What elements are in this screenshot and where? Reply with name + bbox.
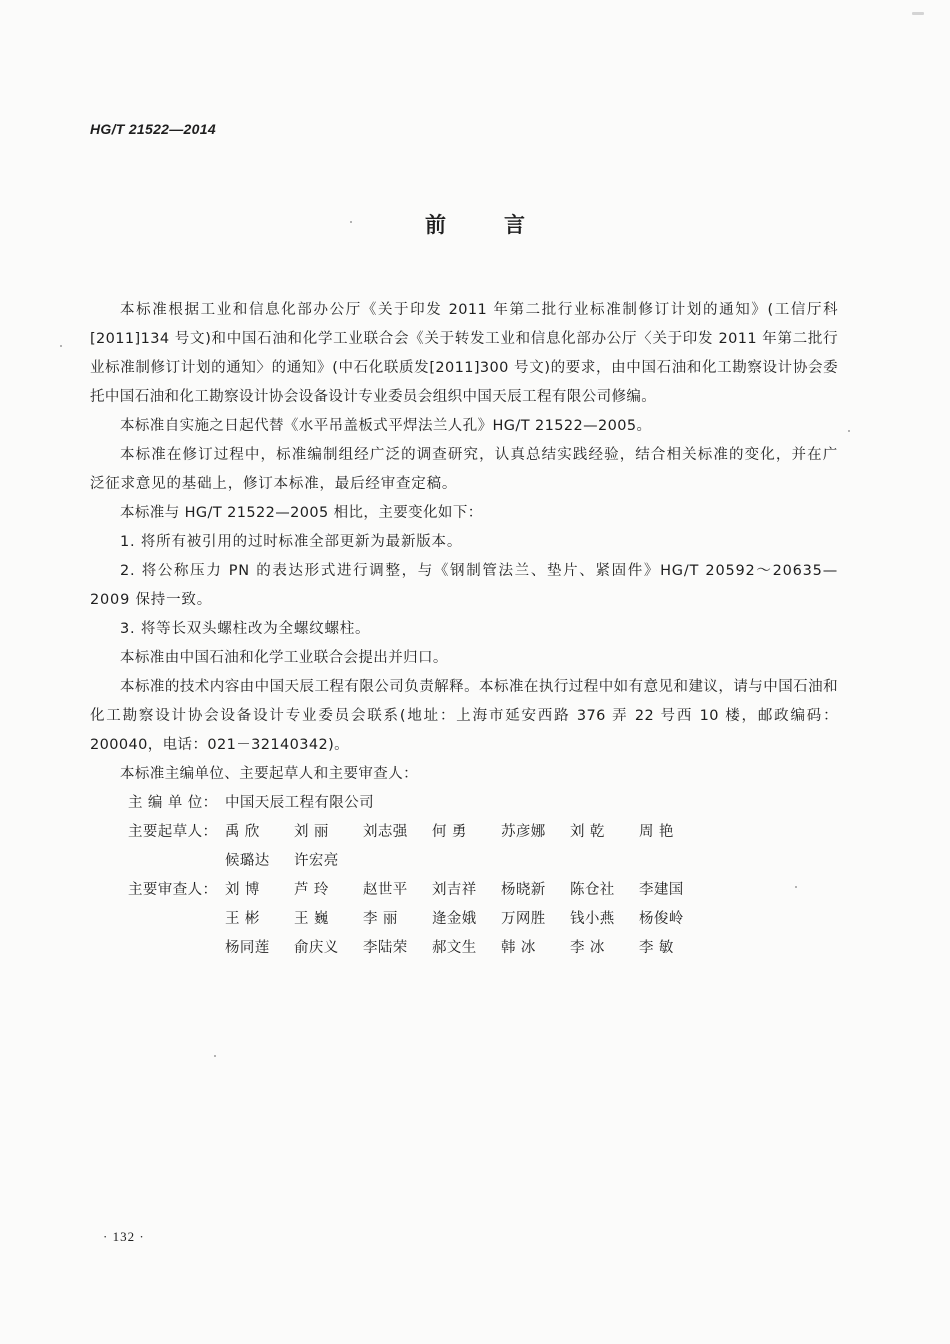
scan-speck [912,12,924,15]
paragraph-interpretation: 本标准的技术内容由中国天辰工程有限公司负责解释。本标准在执行过程中如有意见和建议，请与中国石油和化工勘察设计协会设备设计专业委员会联系(地址：上海市延安西路 376 弄 22 号西 10 楼，邮政编码：200040，电话：021－32140342)。 [90,679,838,753]
signatories-block [90,789,838,963]
reviewer-name: 王 巍 [294,911,329,927]
reviewer-name: 万网胜 [501,911,546,927]
paragraph-changes-intro: 本标准与 HG/T 21522—2005 相比，主要变化如下： [120,505,483,521]
scan-speck [848,430,850,432]
editor-label: 主 编 单 位： [128,795,218,811]
reviewers-label: 主要审查人： [128,882,218,898]
paragraph-change-3: 3. 将等长双头螺柱改为全螺纹螺柱。 [120,621,371,637]
preface-body [90,296,838,963]
scan-speck [214,1055,216,1057]
paragraph-basis: 本标准根据工业和信息化部办公厅《关于印发 2011 年第二批行业标准制修订计划的通知》(工信厅科[2011]134 号文)和中国石油和化学工业联合会《关于转发工业和信息化部办公厅〈关于印发 2011 年第二批行业标准制修订计划的通知〉的通知》(中石化联质发[2011]300 号文)的要求，由中国石油和化工勘察设计协会委托中国石油和化工勘察设计协会设备设计专业委员会组织中国天辰工程有限公司修编。 [90,302,838,405]
document-code: HG/T 21522—2014 [90,121,216,137]
reviewer-name: 芦 玲 [294,882,329,898]
reviewer-name: 杨晓新 [501,882,546,898]
page-title: 前言 [425,213,583,237]
drafter-name: 何 勇 [432,824,467,840]
drafter-name: 许宏亮 [294,853,339,869]
reviewer-name: 逄金娥 [432,911,477,927]
reviewer-name: 赵世平 [363,882,408,898]
editor-row [90,789,838,818]
reviewer-name: 刘吉祥 [432,882,477,898]
reviewer-name: 杨同莲 [225,940,270,956]
drafters-label: 主要起草人： [128,824,218,840]
drafter-name: 刘 乾 [570,824,605,840]
drafter-name: 禹 欣 [225,824,260,840]
drafters-row-2 [90,847,838,876]
reviewer-name: 王 彬 [225,911,260,927]
paragraph-proposer: 本标准由中国石油和化学工业联合会提出并归口。 [120,650,448,666]
reviewer-name: 杨俊岭 [639,911,684,927]
reviewer-name: 俞庆义 [294,940,339,956]
reviewer-name: 李 冰 [570,940,605,956]
drafter-name: 候璐达 [225,853,270,869]
reviewer-name: 李陆荣 [363,940,408,956]
scan-speck [60,345,62,347]
drafter-name: 刘 丽 [294,824,329,840]
reviewer-name: 李 丽 [363,911,398,927]
reviewer-name: 李建国 [639,882,684,898]
drafters-row [90,818,838,847]
paragraph-change-2: 2. 将公称压力 PN 的表达形式进行调整，与《钢制管法兰、垫片、紧固件》HG/T 20592～20635—2009 保持一致。 [90,563,838,608]
page-number: · 132 · [103,1229,145,1244]
drafter-name: 苏彦娜 [501,824,546,840]
reviewer-name: 钱小燕 [570,911,615,927]
reviewer-name: 李 敏 [639,940,674,956]
paragraph-signatories-intro: 本标准主编单位、主要起草人和主要审查人： [120,766,418,782]
paragraph-replaces: 本标准自实施之日起代替《水平吊盖板式平焊法兰人孔》HG/T 21522—2005。 [120,418,652,434]
drafter-name: 周 艳 [639,824,674,840]
paragraph-change-1: 1. 将所有被引用的过时标准全部更新为最新版本。 [120,534,463,550]
reviewer-name: 陈仓社 [570,882,615,898]
reviewer-name: 郝文生 [432,940,477,956]
reviewers-row [90,876,838,905]
scan-speck [795,886,797,888]
scan-speck [350,221,352,223]
reviewer-name: 刘 博 [225,882,260,898]
reviewers-row-3 [90,934,838,963]
drafter-name: 刘志强 [363,824,408,840]
paragraph-revision-process: 本标准在修订过程中，标准编制组经广泛的调查研究，认真总结实践经验，结合相关标准的变化，并在广泛征求意见的基础上，修订本标准，最后经审查定稿。 [90,447,838,492]
reviewer-name: 韩 冰 [501,940,536,956]
editor-unit: 中国天辰工程有限公司 [225,795,374,811]
reviewers-row-2 [90,905,838,934]
